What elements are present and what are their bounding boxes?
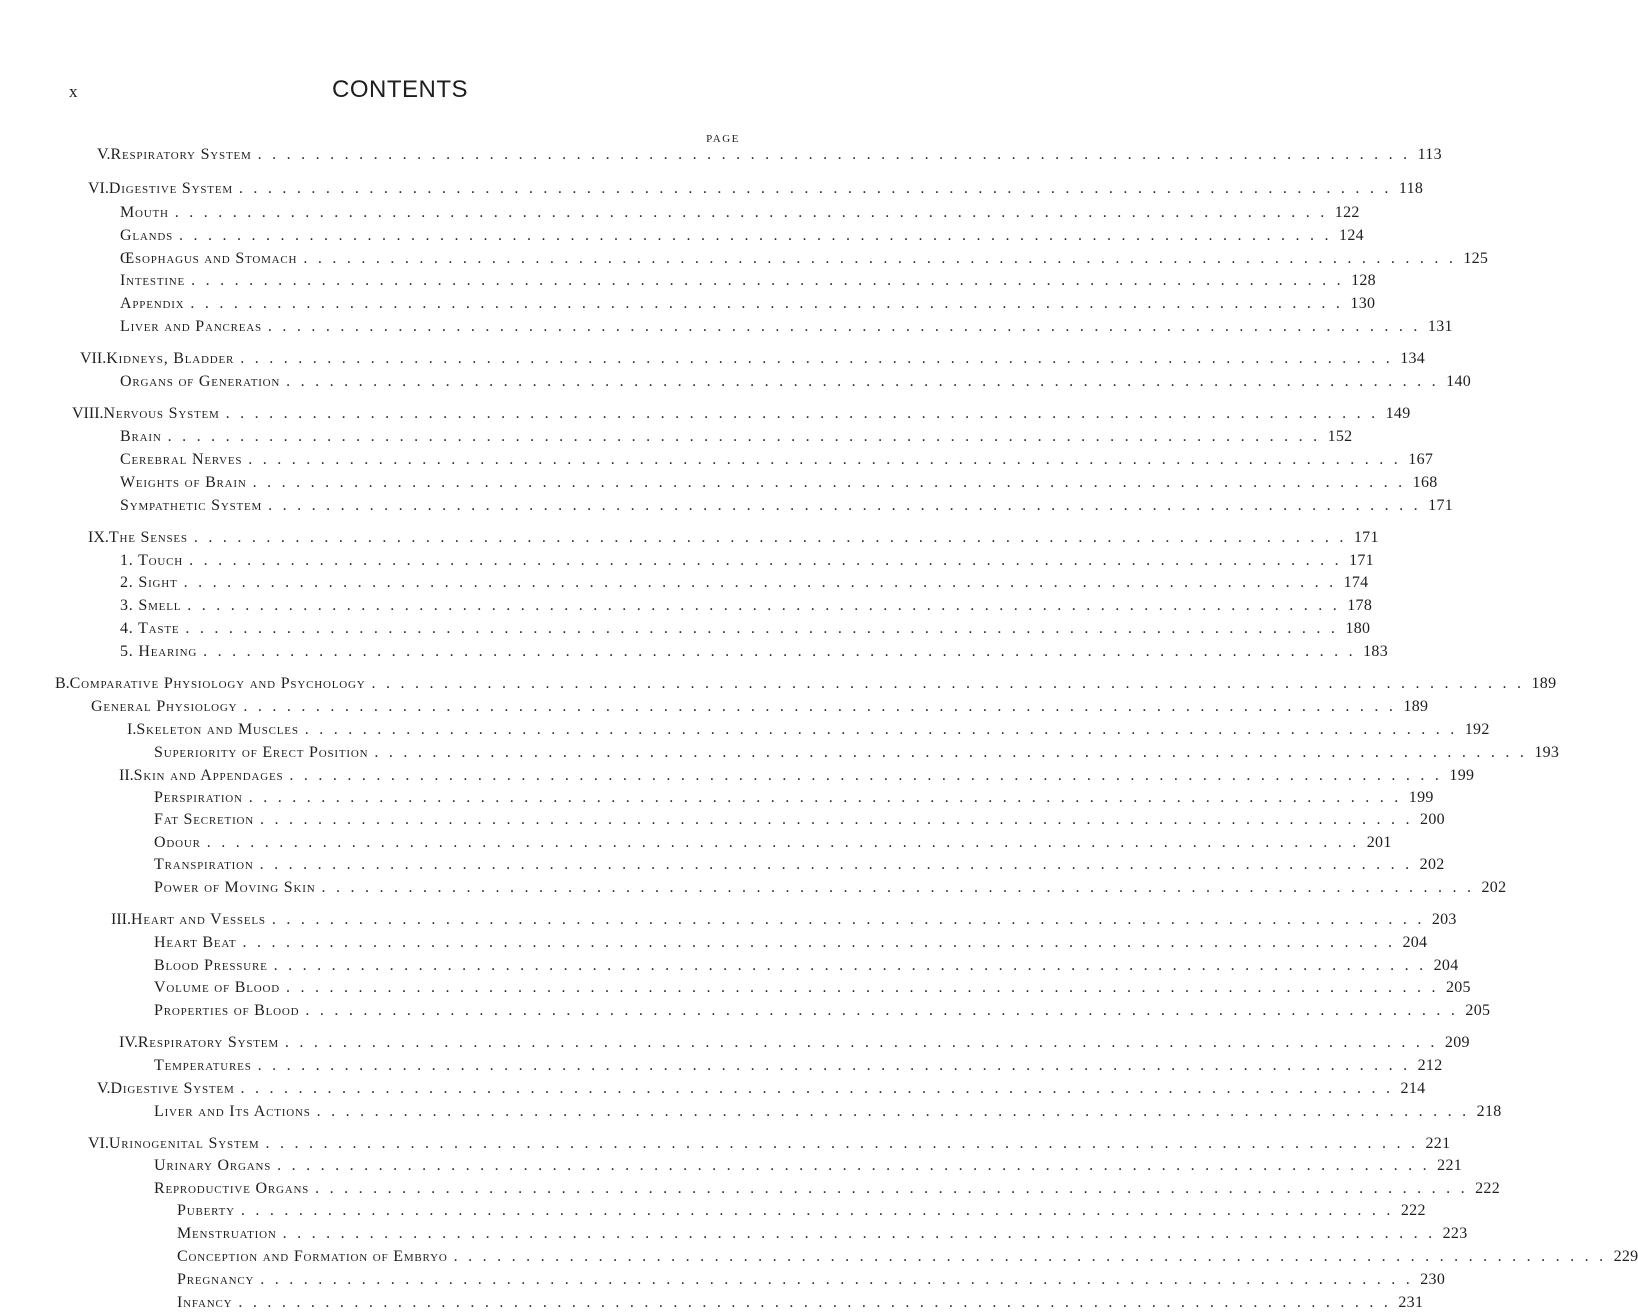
toc-entry-title: Organs of Generation [120,373,281,390]
toc-entry [0,1248,1638,1270]
toc-entry-number: VIII. [72,405,104,422]
toc-entry-page: 222 [1400,1202,1426,1219]
dot-leader: ................................................................................ [203,643,1364,660]
dot-leader: ................................................................................ [273,957,1434,974]
toc-entry-number: VI. [88,180,109,197]
toc-entry [0,204,1360,226]
toc-entry [0,1034,1470,1056]
toc-entry-page: 231 [1398,1294,1424,1311]
toc-entry-title: Properties of Blood [154,1002,300,1019]
toc-entry-page: 221 [1425,1135,1451,1152]
toc-entry [0,721,1490,743]
toc-entry-number: IV. [119,1034,138,1051]
toc-entry-page: 128 [1351,272,1376,289]
toc-entry-title: Odour [154,834,201,851]
toc-entry-title: Liver and Pancreas [120,318,262,335]
toc-entry [0,373,1472,395]
dot-leader: ................................................................................ [193,529,1354,546]
toc-entry-page: 218 [1476,1103,1502,1120]
toc-entry-page: 183 [1363,643,1389,660]
dot-leader: ................................................................................ [286,373,1447,390]
toc-entry [0,428,1353,450]
toc-entry [0,811,1445,833]
page-header [0,78,800,108]
dot-leader: ................................................................................ [289,767,1450,784]
toc-entry-page: 125 [1463,250,1489,267]
toc-entry-title: Heart and Vessels [130,911,266,928]
toc-entry-number: VII. [80,350,107,367]
toc-entry [0,767,1475,789]
toc-entry-title: Skin and Appendages [133,767,284,784]
toc-entry-page: 214 [1400,1080,1426,1097]
toc-entry-page: 134 [1400,350,1426,367]
toc-entry [0,957,1459,979]
toc-entry-page: 222 [1475,1180,1501,1197]
toc-entry [0,146,1442,168]
toc-entry [0,295,1376,317]
toc-entry-title: Respiratory System [110,146,252,163]
toc-entry [0,1002,1491,1024]
toc-entry-title: 5. Hearing [120,643,198,660]
toc-entry-page: 140 [1446,373,1472,390]
toc-entry-title: Cerebral Nerves [120,451,243,468]
dot-leader: ................................................................................ [257,146,1418,163]
toc-entry-title: Comparative Physiology and Psychology [69,675,366,692]
toc-entry-page: 212 [1417,1057,1443,1074]
toc-entry-number: I. [127,721,137,738]
toc-entry-page: 124 [1339,227,1364,244]
dot-leader: ................................................................................ [238,180,1399,197]
dot-leader: ................................................................................ [260,811,1421,828]
folio-number: x [69,82,78,101]
toc-entry [0,227,1364,249]
toc-entry [0,451,1434,473]
toc-entry-page: 180 [1345,620,1371,637]
dot-leader: ................................................................................ [265,1135,1426,1152]
toc-entry-page: 209 [1444,1034,1470,1051]
dot-leader: ................................................................................ [374,744,1535,761]
toc-entry-title: Reproductive Organs [154,1180,310,1197]
toc-entry [0,789,1434,811]
page-title: CONTENTS [332,76,468,103]
toc-entry [0,834,1392,856]
toc-entry-title: Appendix [120,295,185,312]
toc-entry-title: Volume of Blood [154,979,280,996]
toc-entry-title: Urinary Organs [154,1157,272,1174]
toc-entry [0,643,1389,665]
toc-entry [0,911,1457,933]
dot-leader: ................................................................................ [257,1057,1418,1074]
toc-entry-title: Menstruation [177,1225,277,1242]
toc-entry-page: 171 [1353,529,1379,546]
dot-leader: ................................................................................ [189,552,1350,569]
toc-entry-title: Liver and Its Actions [154,1103,311,1120]
toc-entry [0,474,1438,496]
toc-entry-page: 113 [1417,146,1442,163]
dot-leader: ................................................................................ [267,318,1428,335]
toc-entry [0,529,1379,551]
toc-entry [0,318,1453,340]
toc-entry-title: 2. Sight [120,574,178,591]
dot-leader: ................................................................................ [183,574,1344,591]
toc-entry-title: Glands [120,227,174,244]
toc-entry [0,1225,1468,1247]
toc-entry [0,1271,1446,1293]
toc-entry-page: 200 [1420,811,1445,828]
toc-entry-number: III. [111,911,131,928]
dot-leader: ................................................................................ [248,789,1409,806]
toc-entry-number: V. [97,146,111,163]
toc-entry-page: 204 [1433,957,1459,974]
toc-entry [0,1057,1443,1079]
dot-leader: ................................................................................ [225,405,1386,422]
toc-entry-title: Blood Pressure [154,957,268,974]
toc-entry-page: 189 [1403,698,1429,715]
dot-leader: ................................................................................ [187,597,1348,614]
toc-entry [0,879,1507,901]
toc-entry-page: 171 [1428,497,1454,514]
toc-entry-title: The Senses [108,529,188,546]
toc-entry-title: Superiority of Erect Position [154,744,369,761]
toc-entry-page: 131 [1427,318,1453,335]
dot-leader: ................................................................................ [185,620,1346,637]
toc-entry-title: Kidneys, Bladder [106,350,235,367]
dot-leader: ................................................................................ [304,721,1465,738]
toc-entry [0,698,1429,720]
toc-entry-title: Weights of Brain [120,474,247,491]
dot-leader: ................................................................................ [240,1080,1401,1097]
toc-entry-title: Nervous System [103,405,220,422]
dot-leader: ................................................................................ [206,834,1367,851]
toc-entry-title: Fat Secretion [154,811,255,828]
toc-entry [0,272,1376,294]
dot-leader: ................................................................................ [238,1294,1399,1311]
toc-entry-number: B. [55,675,70,692]
toc-entry-page: 118 [1398,180,1424,197]
toc-entry [0,856,1445,878]
toc-entry-page: 122 [1334,204,1360,221]
toc-entry-title: Intestine [120,272,186,289]
dot-leader: ................................................................................ [190,295,1351,312]
toc-entry-page: 205 [1445,979,1471,996]
toc-entry [0,250,1489,272]
toc-entry-title: Pregnancy [177,1271,255,1288]
toc-entry [0,405,1411,427]
toc-entry-number: II. [119,767,134,784]
toc-entry-title: Mouth [120,204,169,221]
dot-leader: ................................................................................ [179,227,1340,244]
toc-entry-title: Perspiration [154,789,243,806]
toc-entry-number: V. [97,1080,111,1097]
toc-entry-page: 193 [1534,744,1560,761]
dot-leader: ................................................................................ [316,1103,1477,1120]
page-column-label: PAGE [706,133,740,145]
toc-entry-title: Digestive System [108,180,233,197]
toc-entry [0,934,1428,956]
toc-entry [0,497,1454,519]
toc-entry [0,574,1369,596]
toc-entry-title: Infancy [177,1294,233,1311]
dot-leader: ................................................................................ [284,1034,1445,1051]
toc-entry-title: Œsophagus and Stomach [120,250,298,267]
toc-entry-title: Puberty [177,1202,235,1219]
dot-leader: ................................................................................ [305,1002,1466,1019]
dot-leader: ................................................................................ [252,474,1413,491]
dot-leader: ................................................................................ [191,272,1352,289]
dot-leader: ................................................................................ [248,451,1409,468]
toc-entry-page: 189 [1531,675,1557,692]
toc-entry-page: 203 [1431,911,1457,928]
toc-entry-page: 149 [1385,405,1411,422]
dot-leader: ................................................................................ [259,856,1420,873]
dot-leader: ................................................................................ [243,698,1404,715]
toc-entry-page: 229 [1613,1248,1638,1265]
toc-entry [0,620,1371,642]
toc-entry-page: 199 [1449,767,1475,784]
toc-entry-page: 202 [1481,879,1507,896]
toc-entry [0,1202,1426,1224]
toc-entry-page: 199 [1408,789,1434,806]
toc-entry [0,350,1426,372]
toc-entry-number: VI. [88,1135,109,1152]
toc-entry-page: 221 [1437,1157,1463,1174]
toc-entry-title: Conception and Formation of Embryo [177,1248,448,1265]
dot-leader: ................................................................................ [321,879,1482,896]
dot-leader: ................................................................................ [268,497,1429,514]
toc-entry-title: Respiratory System [137,1034,279,1051]
dot-leader: ................................................................................ [240,1202,1401,1219]
dot-leader: ................................................................................ [240,350,1401,367]
dot-leader: ................................................................................ [277,1157,1438,1174]
toc-entry-page: 178 [1347,597,1373,614]
toc-entry-title: Skeleton and Muscles [136,721,299,738]
toc-entry-number: IX. [88,529,109,546]
toc-entry-page: 130 [1350,295,1376,312]
toc-entry [0,1157,1463,1179]
dot-leader: ................................................................................ [167,428,1328,445]
toc-entry [0,979,1471,1001]
toc-entry-page: 167 [1408,451,1434,468]
toc-entry-title: Temperatures [154,1057,252,1074]
toc-entry [0,675,1557,697]
toc-entry-title: 4. Taste [120,620,180,637]
toc-entry-page: 223 [1442,1225,1468,1242]
toc-entry-title: 1. Touch [120,552,184,569]
toc-entry-page: 230 [1420,1271,1446,1288]
toc-entry [0,597,1373,619]
toc-entry-title: Brain [120,428,162,445]
dot-leader: ................................................................................ [285,979,1446,996]
dot-leader: ................................................................................ [271,911,1432,928]
toc-entry-title: Heart Beat [154,934,237,951]
toc-entry [0,1080,1426,1102]
dot-leader: ................................................................................ [260,1271,1421,1288]
dot-leader: ................................................................................ [282,1225,1443,1242]
toc-entry-page: 171 [1349,552,1374,569]
toc-entry-title: Transpiration [154,856,254,873]
toc-entry-page: 168 [1412,474,1438,491]
toc-entry-title: Sympathetic System [120,497,263,514]
toc-entry-title: General Physiology [91,698,238,715]
toc-entry [0,1103,1502,1125]
toc-entry-page: 202 [1419,856,1445,873]
toc-entry [0,1180,1501,1202]
toc-entry-title: 3. Smell [120,597,182,614]
toc-entry-title: Urinogenital System [108,1135,260,1152]
dot-leader: ................................................................................ [174,204,1335,221]
toc-entry [0,1294,1424,1316]
dot-leader: ................................................................................ [315,1180,1476,1197]
toc-entry-page: 201 [1366,834,1392,851]
toc-entry [0,552,1374,574]
dot-leader: ................................................................................ [303,250,1464,267]
toc-entry-page: 204 [1402,934,1428,951]
toc-entry [0,180,1424,202]
dot-leader: ................................................................................ [371,675,1532,692]
toc-entry-page: 152 [1327,428,1353,445]
toc-entry-page: 205 [1465,1002,1491,1019]
toc-entry-title: Digestive System [110,1080,235,1097]
dot-leader: ................................................................................ [453,1248,1614,1265]
toc-entry-title: Power of Moving Skin [154,879,316,896]
dot-leader: ................................................................................ [242,934,1403,951]
toc-entry-page: 192 [1464,721,1490,738]
toc-entry [0,744,1560,766]
toc-entry-page: 174 [1343,574,1369,591]
toc-entry [0,1135,1451,1157]
